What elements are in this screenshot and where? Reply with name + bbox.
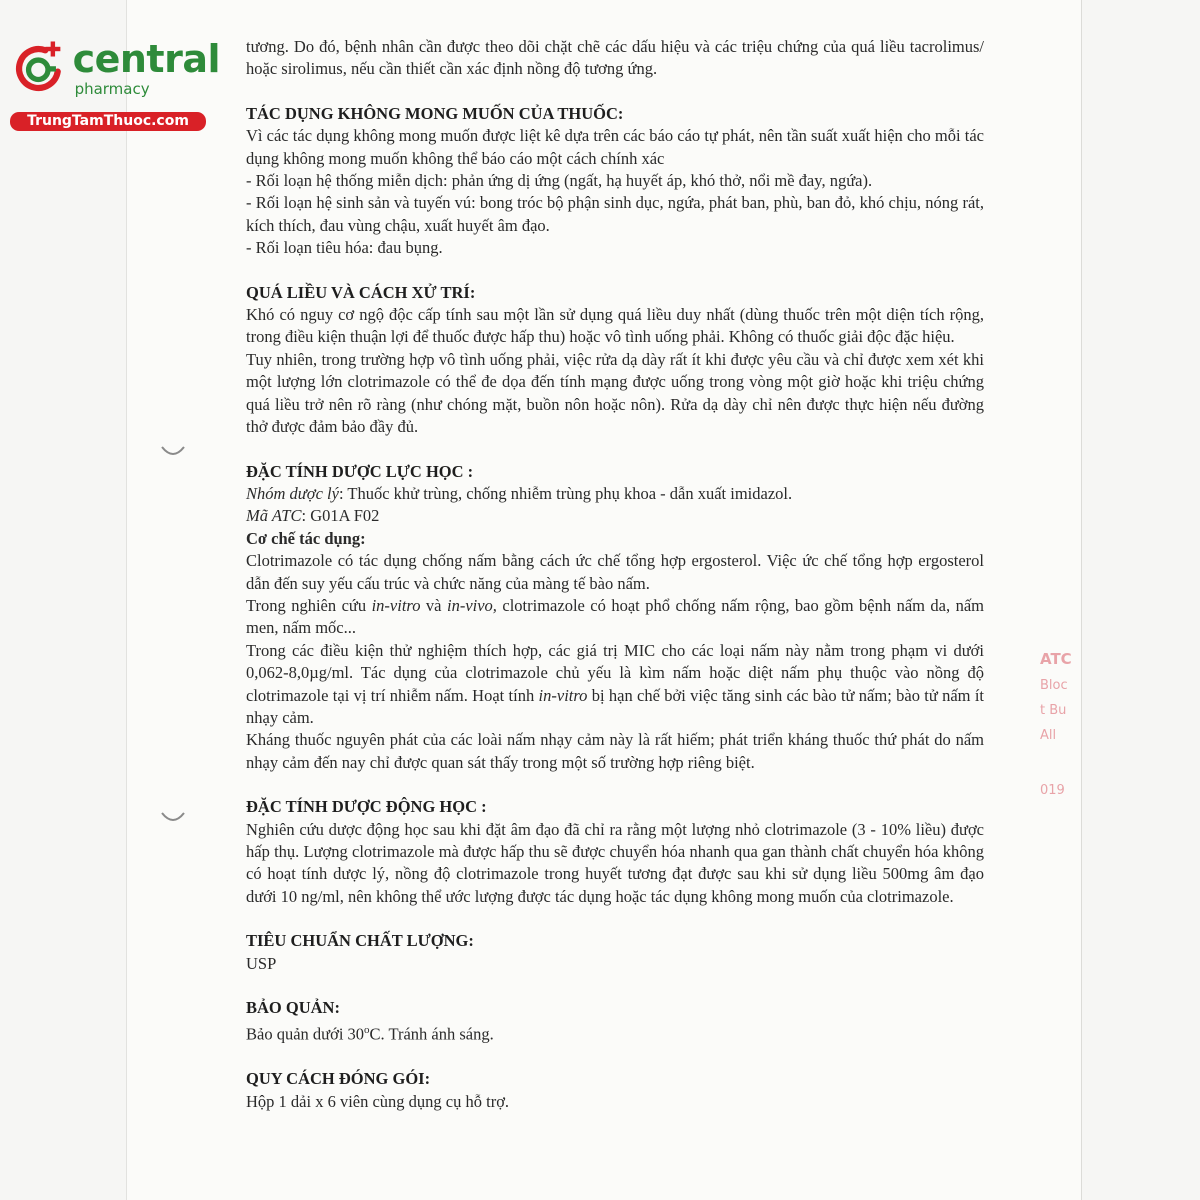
group-value: : Thuốc khử trùng, chống nhiễm trùng phụ khoa - dẫn xuất imidazol. <box>338 483 793 503</box>
red-stamp-fragment <box>1040 650 1100 830</box>
central-pharmacy-logo[interactable] <box>10 36 220 136</box>
storage-text: Bảo quản dưới 30$^o$C. Tránh ánh sáng. <box>246 1024 494 1044</box>
mic-paragraph: Trong các điều kiện thử nghiệm thích hợp, các giá trị MIC cho các loại nấm này nằm trong phạm vi dưới 0,062-8,0µg/ml. Tác dụng của clotrimazole chủ yếu là kìm nấm hoặc diệt nấm phụ thuộc vào nồng độ clotrimazole tại vị trí nhiễm nấm. Hoạt tính in-vitro bị hạn chế bởi việc tăng sinh các bào tử nấm; bào tử nấm ít nhạy cảm. <box>246 640 985 727</box>
group-label: Nhóm dược lý <box>246 483 339 503</box>
brand-row <box>10 36 220 100</box>
punch-hole-icon <box>160 444 186 460</box>
brand-text <box>72 36 220 98</box>
side-effect-item: - Rối loạn hệ thống miễn dịch: phản ứng dị ứng (ngất, hạ huyết áp, khó thở, nổi mề đay, ngứa). <box>246 171 873 191</box>
overdose-paragraph: Khó có nguy cơ ngộ độc cấp tính sau một lần sử dụng quá liều duy nhất (dùng thuốc trên một diện tích rộng, trong điều kiện thuận lợi để thuốc được hấp thu) hoặc vô tình uống phải. Không có thuốc giải độc đặc hiệu. <box>246 305 984 347</box>
stamp-line: Bloc <box>1040 678 1068 693</box>
pharmacokinetics-heading: ĐẶC TÍNH DƯỢC ĐỘNG HỌC : <box>246 797 487 817</box>
atc-code <box>246 505 984 527</box>
stamp-line: 019 <box>1040 783 1065 798</box>
storage-heading: BẢO QUẢN: <box>246 998 340 1018</box>
intro-paragraph: tương. Do đó, bệnh nhân cần được theo dõi chặt chẽ các dấu hiệu và các triệu chứng của quá liều tacrolimus/ hoặc sirolimus, nếu cần thiết cần xác định nồng độ tương ứng. <box>246 37 984 79</box>
side-effects-heading: TÁC DỤNG KHÔNG MONG MUỐN CỦA THUỐC: <box>246 103 624 123</box>
stamp-line: ATC <box>1040 650 1072 668</box>
stamp-line: All <box>1040 728 1057 743</box>
brand-subtitle: pharmacy <box>74 79 150 98</box>
mechanism-paragraph: Clotrimazole có tác dụng chống nấm bằng cách ức chế tổng hợp ergosterol. Việc ức chế tổng hợp ergosterol dẫn đến suy yếu cấu trúc và chức năng của màng tế bào nấm. <box>246 551 984 593</box>
pharmacodynamics-heading: ĐẶC TÍNH DƯỢC LỰC HỌC : <box>246 461 474 481</box>
resistance-paragraph: Kháng thuốc nguyên phát của các loài nấm nhạy cảm này là rất hiếm; phát triển kháng thuốc thứ phát do nấm nhạy cảm đến nay chỉ được quan sát thấy trong một số trường hợp riêng biệt. <box>246 730 984 772</box>
stamp-line: t Bu <box>1040 703 1067 718</box>
website-badge[interactable]: TrungTamThuoc.com <box>10 112 206 131</box>
punch-hole-icon <box>160 810 186 826</box>
atc-value: : G01A F02 <box>301 506 380 526</box>
pharmacy-cross-icon <box>10 36 67 100</box>
side-effect-item: - Rối loạn hệ sinh sản và tuyến vú: bong tróc bộ phận sinh dục, ngứa, phát ban, phù, ban đỏ, khó chịu, nóng rát, kích thích, đau vùng chậu, xuất huyết âm đạo. <box>246 193 984 235</box>
packaging-heading: QUY CÁCH ĐÓNG GÓI: <box>246 1069 431 1089</box>
brand-name: central <box>72 36 220 81</box>
quality-value: USP <box>246 953 277 973</box>
overdose-heading: QUÁ LIỀU VÀ CÁCH XỬ TRÍ: <box>246 282 476 302</box>
mechanism-subheading: Cơ chế tác dụng: <box>246 528 366 548</box>
packaging-text: Hộp 1 dải x 6 viên cùng dụng cụ hỗ trợ. <box>246 1091 510 1111</box>
atc-label: Mã ATC <box>246 506 302 526</box>
side-effects-paragraph: Vì các tác dụng không mong muốn được liệt kê dựa trên các báo cáo tự phát, nên tần suất xuất hiện cho mỗi tác dụng không mong muốn không thể báo cáo một cách chính xác <box>246 126 984 168</box>
leaflet-content <box>246 36 984 1113</box>
pharmacological-group <box>246 483 984 505</box>
spectrum-paragraph: Trong nghiên cứu in-vitro và in-vivo, clotrimazole có hoạt phổ chống nấm rộng, bao gồm bệnh nấm da, nấm men, nấm mốc... <box>246 595 985 638</box>
side-effect-item: - Rối loạn tiêu hóa: đau bụng. <box>246 238 443 258</box>
pharmacokinetics-paragraph: Nghiên cứu dược động học sau khi đặt âm đạo đã chỉ ra rằng một lượng nhỏ clotrimazole (3 - 10% liều) được hấp thụ. Lượng clotrimazole mà được hấp thu sẽ được chuyển hóa nhanh qua gan thành chất chuyển hóa không có hoạt tính dược lý, nồng độ clotrimazole trong huyết tương đạt được sau khi sử dụng liều 500mg âm đạo dưới 10 ng/ml, nên không thể ước lượng được tác dụng hoặc tác dụng không mong muốn của clotrimazole. <box>246 819 984 906</box>
overdose-paragraph: Tuy nhiên, trong trường hợp vô tình uống phải, việc rửa dạ dày rất ít khi được yêu cầu và chỉ được xem xét khi một lượng lớn clotrimazole có thể đe dọa đến tính mạng được uống trong vòng một giờ hoặc khi triệu chứng quá liều trở nên rõ ràng (như chóng mặt, buồn nôn hoặc nôn). Rửa dạ dày chỉ nên được thực hiện nếu đường thở được đảm bảo đầy đủ. <box>246 349 984 437</box>
quality-heading: TIÊU CHUẨN CHẤT LƯỢNG: <box>246 931 474 951</box>
